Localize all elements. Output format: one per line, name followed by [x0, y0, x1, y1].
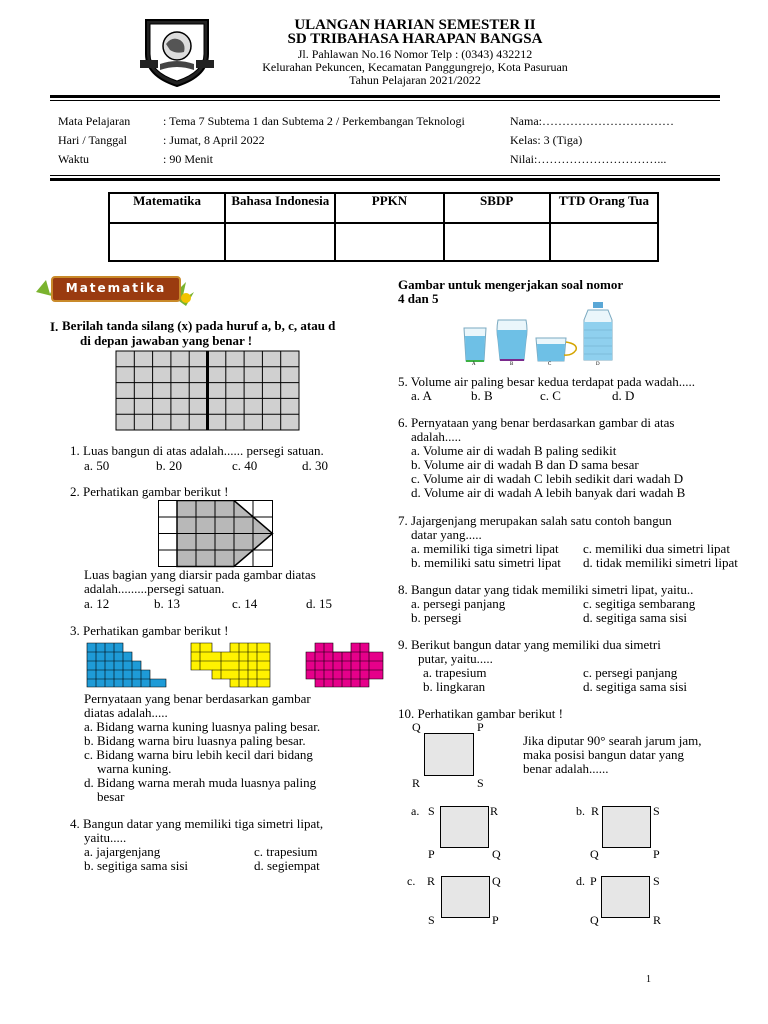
q10-a-tr: R [490, 804, 499, 818]
q3-option-a[interactable]: a. Bidang warna kuning luasnya paling besar. [84, 719, 321, 734]
q7-text-2: datar yang..... [411, 527, 482, 542]
q2-option-c[interactable]: c. 14 [232, 596, 258, 611]
info-rule-thin [50, 175, 720, 176]
hari-value: : Jumat, 8 April 2022 [163, 133, 265, 147]
q2-paragraph-1: Luas bagian yang diarsir pada gambar diatas [84, 567, 316, 582]
nama-field[interactable]: Nama:…………………………… [510, 114, 674, 128]
q10-option-c-letter[interactable]: c. [407, 874, 416, 888]
q7-option-c[interactable]: c. memiliki dua simetri lipat [583, 541, 730, 556]
q10-option-b-square[interactable] [602, 806, 651, 848]
q7-option-a[interactable]: a. memiliki tiga simetri lipat [411, 541, 559, 556]
q8-option-d[interactable]: d. segitiga sama sisi [583, 610, 687, 625]
q3-option-b[interactable]: b. Bidang warna biru luasnya paling besar. [84, 733, 306, 748]
q10-option-a-square[interactable] [440, 806, 489, 848]
container-label-d: D [596, 362, 600, 367]
header-rule-thick [50, 95, 720, 98]
mapel-value: : Tema 7 Subtema 1 dan Subtema 2 / Perkembangan Teknologi [163, 114, 465, 128]
q8-text: 8. Bangun datar yang tidak memiliki simetri lipat, yaitu.. [398, 582, 694, 597]
q10-option-b-letter[interactable]: b. [576, 804, 585, 818]
container-label-c: C [548, 362, 552, 367]
q3-option-d-line2: besar [97, 789, 125, 804]
q10-c-tl: R [427, 874, 436, 888]
school-logo [138, 14, 216, 88]
q5-option-c[interactable]: c. C [540, 388, 561, 403]
school-kelurahan: Kelurahan Pekuncen, Kecamatan Panggungrejo, Kota Pasuruan [262, 60, 568, 74]
score-cell-bahasa[interactable] [225, 223, 335, 261]
q3-option-c-line1[interactable]: c. Bidang warna biru lebih kecil dari bidang [84, 747, 313, 762]
q10-option-a-letter[interactable]: a. [411, 804, 420, 818]
score-header-ppkn: PPKN [335, 193, 443, 223]
q10-desc-3: benar adalah...... [523, 761, 609, 776]
q3-option-c-line2: warna kuning. [97, 761, 172, 776]
q10-a-br: Q [492, 847, 501, 861]
q10-main-label-s: S [477, 776, 484, 790]
q9-option-c[interactable]: c. persegi panjang [583, 665, 678, 680]
q3-yellow-figure [190, 642, 272, 693]
q10-main-label-r: R [412, 776, 421, 790]
q5-option-a[interactable]: a. A [411, 388, 432, 403]
q5-text: 5. Volume air paling besar kedua terdapat pada wadah..... [398, 374, 695, 389]
q4-option-c[interactable]: c. trapesium [254, 844, 318, 859]
q10-c-br: P [492, 913, 499, 927]
q2-option-d[interactable]: d. 15 [306, 596, 332, 611]
q8-option-b[interactable]: b. persegi [411, 610, 462, 625]
q2-text: 2. Perhatikan gambar berikut ! [70, 484, 229, 499]
school-name: SD TRIBAHASA HARAPAN BANGSA [287, 31, 543, 47]
nilai-field[interactable]: Nilai:…………………………... [510, 152, 667, 166]
q10-b-tr: S [653, 804, 660, 818]
q6-text-1: 6. Pernyataan yang benar berdasarkan gambar di atas [398, 415, 675, 430]
q1-grid-figure [115, 350, 301, 437]
q10-desc-2: maka posisi bangun datar yang [523, 747, 685, 762]
q2-option-a[interactable]: a. 12 [84, 596, 110, 611]
q3-text: 3. Perhatikan gambar berikut ! [70, 623, 229, 638]
header-rule-thin [50, 100, 720, 101]
q10-b-bl: Q [590, 847, 599, 861]
pic-title-1: Gambar untuk mengerjakan soal nomor [398, 277, 624, 292]
q9-option-d[interactable]: d. segitiga sama sisi [583, 679, 687, 694]
q6-option-c[interactable]: c. Volume air di wadah C lebih sedikit dari wadah D [411, 471, 684, 486]
school-year: Tahun Pelajaran 2021/2022 [349, 73, 481, 87]
score-cell-matematika[interactable] [109, 223, 225, 261]
waktu-label: Waktu [58, 152, 90, 166]
containers-figure [460, 300, 630, 373]
header-title: ULANGAN HARIAN SEMESTER II [294, 17, 536, 33]
q10-main-square [424, 733, 474, 776]
q4-option-a[interactable]: a. jajargenjang [84, 844, 161, 859]
q4-text-1: 4. Bangun datar yang memiliki tiga simetri lipat, [70, 816, 324, 831]
info-rule-thick [50, 178, 720, 181]
q10-b-br: P [653, 847, 660, 861]
q1-option-a[interactable]: a. 50 [84, 458, 110, 473]
q5-option-b[interactable]: b. B [471, 388, 493, 403]
pic-title-2: 4 dan 5 [398, 291, 439, 306]
q6-text-2: adalah..... [411, 429, 462, 444]
q9-option-b[interactable]: b. lingkaran [423, 679, 486, 694]
q3-blue-figure [86, 642, 168, 693]
container-label-b: B [510, 362, 514, 367]
q10-b-tl: R [591, 804, 600, 818]
q4-text-2: yaitu..... [84, 830, 127, 845]
q10-c-tr: Q [492, 874, 501, 888]
matematika-banner [36, 272, 196, 308]
score-cell-ppkn[interactable] [335, 223, 443, 261]
q10-option-d-square[interactable] [601, 876, 650, 918]
q10-text: 10. Perhatikan gambar berikut ! [398, 706, 563, 721]
q10-a-tl: S [428, 804, 435, 818]
q4-option-b[interactable]: b. segitiga sama sisi [84, 858, 188, 873]
q10-d-bl: Q [590, 913, 599, 927]
q10-c-bl: S [428, 913, 435, 927]
q10-d-tr: S [653, 874, 660, 888]
q2-paragraph-2: adalah.........persegi satuan. [84, 581, 225, 596]
q6-option-d[interactable]: d. Volume air di wadah A lebih banyak dari wadah B [411, 485, 686, 500]
q10-desc-1: Jika diputar 90° searah jarum jam, [523, 733, 702, 748]
q3-option-d-line1[interactable]: d. Bidang warna merah muda luasnya paling [84, 775, 317, 790]
score-cell-sbdp[interactable] [444, 223, 550, 261]
q9-option-a[interactable]: a. trapesium [423, 665, 487, 680]
score-table [108, 192, 659, 262]
score-header-bahasa: Bahasa Indonesia [225, 193, 335, 223]
mapel-label: Mata Pelajaran [58, 114, 131, 128]
waktu-value: : 90 Menit [163, 152, 213, 166]
score-cell-ttd[interactable] [550, 223, 658, 261]
q8-option-c[interactable]: c. segitiga sembarang [583, 596, 696, 611]
q7-text-1: 7. Jajargenjang merupakan salah satu contoh bangun [398, 513, 672, 528]
q2-option-b[interactable]: b. 13 [154, 596, 180, 611]
q10-a-bl: P [428, 847, 435, 861]
q4-option-d[interactable]: d. segiempat [254, 858, 320, 873]
q10-option-d-letter[interactable]: d. [576, 874, 585, 888]
q1-option-d[interactable]: d. 30 [302, 458, 328, 473]
q8-option-a[interactable]: a. persegi panjang [411, 596, 506, 611]
q1-option-c[interactable]: c. 40 [232, 458, 258, 473]
banner-label: Matematika [65, 281, 167, 295]
hari-label: Hari / Tanggal [58, 133, 127, 147]
q3-paragraph-2: diatas adalah..... [84, 705, 168, 720]
q6-option-a[interactable]: a. Volume air di wadah B paling sedikit [411, 443, 617, 458]
school-address: Jl. Pahlawan No.16 Nomor Telp : (0343) 432212 [297, 47, 533, 61]
q2-arrow-grid-figure [158, 500, 274, 573]
q9-text-1: 9. Berikut bangun datar yang memiliki dua simetri [398, 637, 661, 652]
instruction-line-1: Berilah tanda silang (x) pada huruf a, b, c, atau d [62, 318, 336, 333]
q10-main-label-q: Q [412, 720, 421, 734]
q9-text-2: putar, yaitu..... [418, 651, 493, 666]
score-header-sbdp: SBDP [444, 193, 550, 223]
score-header-ttd: TTD Orang Tua [550, 193, 658, 223]
q3-pink-figure [305, 642, 385, 693]
q10-d-tl: P [590, 874, 597, 888]
q6-option-b[interactable]: b. Volume air di wadah B dan D sama besar [411, 457, 639, 472]
instruction-line-2: di depan jawaban yang benar ! [80, 333, 253, 348]
q7-option-d[interactable]: d. tidak memiliki simetri lipat [583, 555, 738, 570]
q10-option-c-square[interactable] [441, 876, 490, 918]
q10-main-label-p: P [477, 720, 484, 734]
section-number: I. [50, 319, 59, 334]
q1-option-b[interactable]: b. 20 [156, 458, 182, 473]
q5-option-d[interactable]: d. D [612, 388, 635, 403]
page-number: 1 [646, 974, 651, 985]
q1-text: 1. Luas bangun di atas adalah...... persegi satuan. [70, 443, 324, 458]
container-label-a: A [472, 362, 476, 367]
q3-paragraph-1: Pernyataan yang benar berdasarkan gambar [84, 691, 311, 706]
kelas-field: Kelas: 3 (Tiga) [510, 133, 583, 147]
q10-d-br: R [653, 913, 662, 927]
q7-option-b[interactable]: b. memiliki satu simetri lipat [411, 555, 561, 570]
score-header-matematika: Matematika [109, 193, 225, 223]
